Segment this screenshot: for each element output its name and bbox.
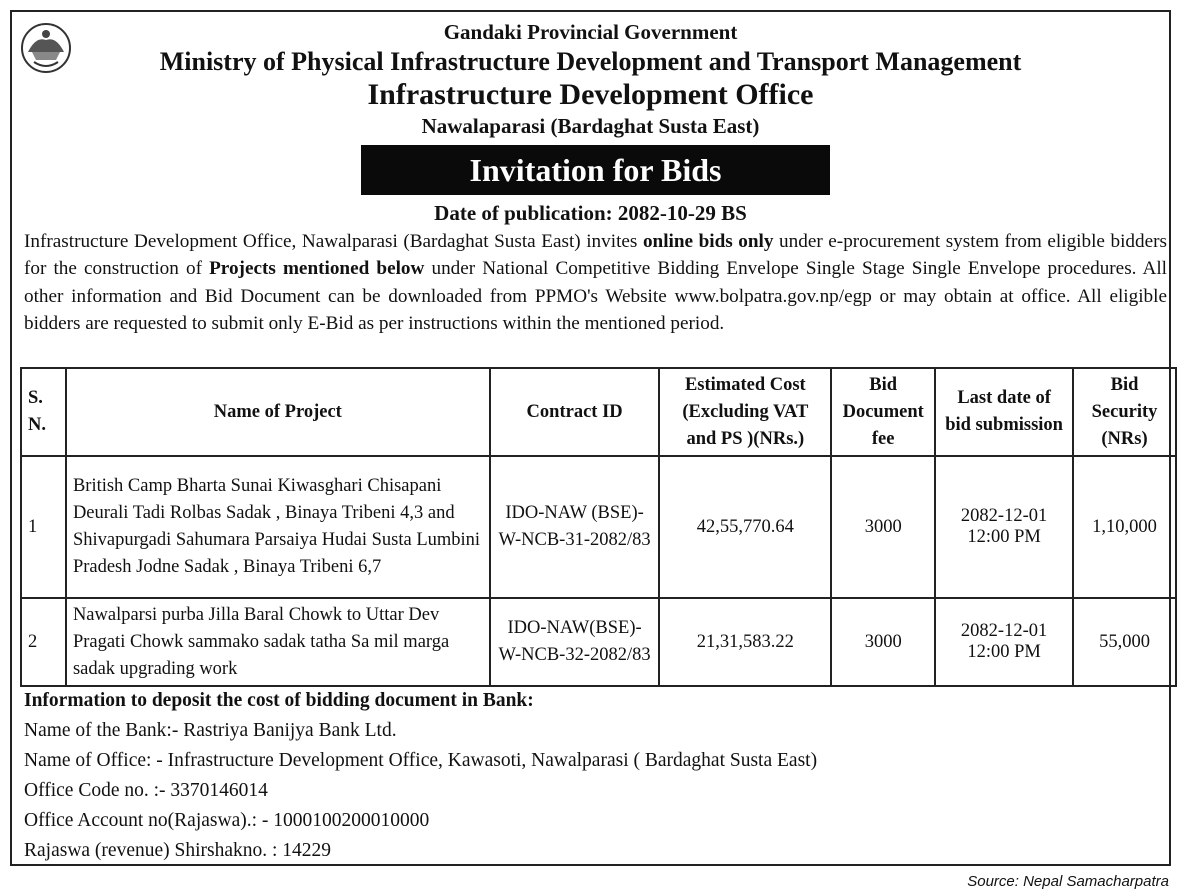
header-cost: Estimated Cost (Excluding VAT and PS )(NRs.) [659, 368, 831, 456]
cell-contract: IDO-NAW(BSE)-W-NCB-32-2082/83 [490, 598, 660, 686]
office-name: Infrastructure Development Office [367, 78, 814, 111]
publication-date: Date of publication: 2082-10-29 BS [434, 201, 747, 225]
cell-time-value: 12:00 PM [967, 642, 1041, 662]
cell-date-value: 2082-12-01 [960, 506, 1048, 526]
government-name: Gandaki Provincial Government [443, 20, 738, 44]
office-name-line: Name of Office: - Infrastructure Development Office, Kawasoti, Nawalparasi ( Bardaghat Susta East) [24, 750, 818, 771]
office-account: Office Account no(Rajaswa).: - 1000100200010000 [24, 810, 430, 831]
intro-text-3: under National Competitive Bidding Envelope Single Stage Single Envelope procedures. All other information and Bid Document can be downloaded from PPMO's Website www.bolpatra.gov.np/egp or may obtain at office. All eligible bidders are requested to submit only E-Bid as per instructions within the mentioned period. [24, 258, 1168, 334]
cell-cost: 21,31,583.22 [659, 598, 831, 686]
intro-text-2: under e-procurement system from eligible bidders for the construction of [24, 231, 1167, 280]
intro-paragraph [24, 228, 1167, 337]
intro-text-1: Infrastructure Development Office, Nawalparasi (Bardaghat Susta East) invites [24, 231, 643, 252]
cell-sn: 2 [21, 598, 66, 686]
cell-sn: 1 [21, 456, 66, 598]
cell-fee: 3000 [831, 598, 935, 686]
revenue-code: Rajaswa (revenue) Shirshakno. : 14229 [24, 840, 332, 861]
header-security: Bid Security (NRs) [1073, 368, 1176, 456]
header-fee: Bid Document fee [831, 368, 935, 456]
cell-contract: IDO-NAW (BSE)-W-NCB-31-2082/83 [490, 456, 660, 598]
header-project: Name of Project [66, 368, 490, 456]
header-date: Last date of bid submission [935, 368, 1073, 456]
cell-cost: 42,55,770.64 [659, 456, 831, 598]
bids-table [20, 367, 1177, 687]
intro-bold-2: Projects mentioned below [209, 258, 425, 280]
cell-date-value: 2082-12-01 [960, 621, 1048, 641]
cell-fee: 3000 [831, 456, 935, 598]
table-row [21, 598, 1176, 686]
table-row [21, 456, 1176, 598]
cell-project: British Camp Bharta Sunai Kiwasghari Chisapani Deurali Tadi Rolbas Sadak , Binaya Tribeni 4,3 and Shivapurgadi Sahumara Parsaiya Hudai Susta Lumbini Pradesh Jodne Sadak , Binaya Tribeni 6,7 [66, 456, 490, 598]
office-code: Office Code no. :- 3370146014 [24, 780, 268, 801]
cell-security: 55,000 [1073, 598, 1176, 686]
header-contract: Contract ID [490, 368, 660, 456]
cell-project: Nawalparsi purba Jilla Baral Chowk to Uttar Dev Pragati Chowk sammako sadak tatha Sa mil marga sadak upgrading work [66, 598, 490, 686]
header-sn: S. N. [21, 368, 66, 456]
office-location: Nawalaparasi (Bardaghat Susta East) [421, 114, 760, 138]
source-credit: Source: Nepal Samacharpatra [967, 873, 1169, 890]
bank-info-title: Information to deposit the cost of bidding document in Bank: [24, 690, 534, 711]
cell-security: 1,10,000 [1073, 456, 1176, 598]
ministry-name: Ministry of Physical Infrastructure Development and Transport Management [159, 47, 1022, 76]
cell-date [935, 456, 1073, 598]
cell-date [935, 598, 1073, 686]
intro-bold-1: online bids only [642, 231, 774, 252]
cell-time-value: 12:00 PM [967, 527, 1041, 547]
bank-name: Name of the Bank:- Rastriya Banijya Bank Ltd. [24, 720, 397, 741]
table-header-row [21, 368, 1176, 456]
notice-title: Invitation for Bids [361, 145, 830, 195]
